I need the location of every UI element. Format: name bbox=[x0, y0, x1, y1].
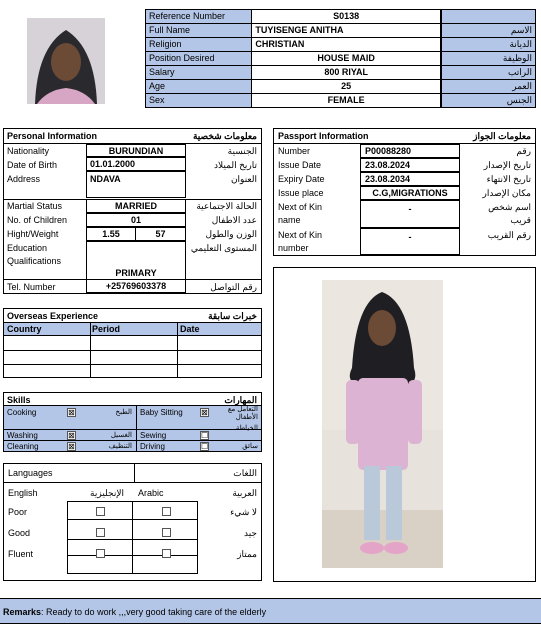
kin-number-value: - bbox=[360, 228, 460, 255]
height-weight-label: Hight/Weight bbox=[7, 229, 59, 239]
skill-sewing-label: Sewing bbox=[140, 431, 167, 440]
address-value: NDAVA bbox=[86, 171, 186, 198]
dob-label-ar: تاريخ الميلاد bbox=[214, 160, 257, 170]
english-poor-checkbox[interactable] bbox=[96, 507, 105, 516]
salary-label-ar: الراتب bbox=[442, 66, 536, 80]
religion-value: CHRISTIAN bbox=[252, 38, 441, 52]
education-value: PRIMARY bbox=[86, 241, 186, 279]
languages-title-ar: اللغات bbox=[233, 468, 257, 478]
sex-label-ar: الجنس bbox=[442, 94, 536, 108]
full-name-label-ar: الاسم bbox=[442, 24, 536, 38]
children-label: No. of Children bbox=[7, 215, 68, 225]
nationality-label: Nationality bbox=[7, 146, 50, 156]
age-label: Age bbox=[146, 80, 252, 94]
reference-label-ar bbox=[442, 10, 536, 24]
kin-number-label-ar: رقم القريب bbox=[487, 230, 531, 240]
passport-number-label: Number bbox=[278, 146, 311, 156]
skill-washing-label: Washing bbox=[7, 431, 38, 440]
skill-baby-sitting-label: Baby Sitting bbox=[140, 408, 183, 417]
height-value: 1.55 bbox=[86, 227, 136, 241]
english-fluent-checkbox[interactable] bbox=[96, 549, 105, 558]
passport-info-title-ar: معلومات الجواز bbox=[473, 131, 531, 141]
skill-driving-label: Driving bbox=[140, 442, 165, 451]
skill-cooking-label-ar: الطبخ bbox=[115, 409, 132, 416]
level-good-label: Good bbox=[8, 528, 31, 538]
passport-info-section bbox=[273, 128, 536, 256]
age-label-ar: العمر bbox=[442, 80, 536, 94]
skill-baby-sitting-checkbox[interactable]: ⊠ bbox=[201, 408, 208, 417]
nationality-value: BURUNDIAN bbox=[86, 144, 186, 157]
personal-info-section bbox=[3, 128, 262, 294]
address-label-ar: العنوان bbox=[230, 174, 257, 184]
nationality-label-ar: الجنسية bbox=[227, 146, 257, 156]
passport-info-title: Passport Information bbox=[278, 131, 369, 141]
tel-label: Tel. Number bbox=[7, 282, 56, 292]
skill-washing-label-ar: الغسيل bbox=[110, 432, 132, 439]
kin-name-label-ar: اسم شخص bbox=[488, 202, 531, 212]
personal-info-title-ar: معلومات شخصية bbox=[192, 131, 257, 141]
skills-title-ar: المهارات bbox=[224, 395, 257, 405]
passport-number-label-ar: رقم bbox=[516, 146, 531, 156]
header-table bbox=[145, 9, 441, 108]
skill-driving-checkbox[interactable]: ☐ bbox=[201, 442, 209, 451]
arabic-good-checkbox[interactable] bbox=[162, 528, 171, 537]
overseas-title: Overseas Experience bbox=[7, 311, 99, 321]
kin-number-label-2: number bbox=[278, 243, 309, 253]
reference-label: Reference Number bbox=[146, 10, 252, 24]
skill-cleaning-checkbox[interactable]: ⊠ bbox=[68, 442, 75, 451]
issue-place-value: C.G,MIGRATIONS bbox=[360, 186, 460, 200]
level-poor-label-ar: لا شيء bbox=[230, 507, 257, 517]
tel-label-ar: رقم التواصل bbox=[210, 282, 257, 292]
remarks-text: : Ready to do work ,,,very good taking care of the elderly bbox=[41, 607, 267, 617]
skill-cleaning-label: Cleaning bbox=[7, 442, 39, 451]
level-good-label-ar: جيد bbox=[243, 528, 257, 538]
overseas-col-date: Date bbox=[180, 324, 200, 334]
reference-value: S0138 bbox=[252, 10, 441, 24]
skill-driving-label-ar: سائق bbox=[242, 443, 258, 450]
marital-label: Martial Status bbox=[7, 201, 63, 211]
expiry-date-label: Expiry Date bbox=[278, 174, 325, 184]
issue-place-label: Issue place bbox=[278, 188, 324, 198]
kin-name-label-ar-2: قريب bbox=[510, 215, 531, 225]
english-good-checkbox[interactable] bbox=[96, 528, 105, 537]
skills-section bbox=[3, 392, 262, 452]
tel-value: +25769603378 bbox=[86, 279, 186, 293]
skill-cooking-checkbox[interactable]: ⊠ bbox=[68, 408, 75, 417]
dob-label: Date of Birth bbox=[7, 160, 58, 170]
passport-number-value: P00088280 bbox=[360, 144, 460, 158]
skills-title: Skills bbox=[7, 395, 31, 405]
full-body-photo-frame bbox=[273, 267, 536, 582]
issue-date-value: 23.08.2024 bbox=[360, 158, 460, 172]
language-english-label-ar: الإنجليزية bbox=[90, 488, 124, 498]
language-arabic-label-ar: العربية bbox=[232, 488, 257, 498]
overseas-title-ar: خبرات سابقة bbox=[208, 311, 257, 321]
kin-number-label: Next of Kin bbox=[278, 230, 323, 240]
age-value: 25 bbox=[252, 80, 441, 94]
full-body-photo bbox=[322, 280, 443, 568]
overseas-col-period: Period bbox=[92, 324, 121, 334]
religion-label-ar: الديانة bbox=[442, 38, 536, 52]
personal-info-title: Personal Information bbox=[7, 131, 98, 141]
marital-value: MARRIED bbox=[86, 199, 186, 213]
skill-cleaning-label-ar: التنظيف bbox=[108, 443, 132, 450]
level-fluent-label-ar: ممتاز bbox=[237, 549, 257, 559]
level-fluent-label: Fluent bbox=[8, 549, 34, 559]
kin-name-label-2: name bbox=[278, 215, 301, 225]
language-english-label: English bbox=[8, 488, 38, 498]
skill-sewing-label-ar: الخياطة bbox=[235, 425, 258, 432]
sex-label: Sex bbox=[146, 94, 252, 108]
full-name-value: TUYISENGE ANITHA bbox=[252, 24, 441, 38]
issue-date-label-ar: تاريخ الإصدار bbox=[483, 160, 531, 170]
salary-value: 800 RIYAL bbox=[252, 66, 441, 80]
remarks-bar bbox=[0, 598, 541, 624]
position-label-ar: الوظيفة bbox=[442, 52, 536, 66]
sex-value: FEMALE bbox=[252, 94, 441, 108]
position-label: Position Desired bbox=[146, 52, 252, 66]
portrait-photo bbox=[27, 18, 105, 104]
qualifications-label: Qualifications bbox=[7, 256, 62, 266]
salary-label: Salary bbox=[146, 66, 252, 80]
arabic-fluent-checkbox[interactable] bbox=[162, 549, 171, 558]
kin-name-value: - bbox=[360, 200, 460, 228]
skill-cooking-label: Cooking bbox=[7, 408, 37, 417]
expiry-date-label-ar: تاريخ الانتهاء bbox=[486, 174, 531, 184]
children-value: 01 bbox=[86, 213, 186, 227]
expiry-date-value: 23.08.2034 bbox=[360, 172, 460, 186]
skill-washing-checkbox[interactable]: ⊠ bbox=[68, 431, 75, 440]
height-weight-label-ar: الوزن والطول bbox=[205, 229, 257, 239]
address-label: Address bbox=[7, 174, 41, 184]
religion-label: Religion bbox=[146, 38, 252, 52]
kin-name-label: Next of Kin bbox=[278, 202, 323, 212]
overseas-col-country: Country bbox=[7, 324, 42, 334]
full-name-label: Full Name bbox=[146, 24, 252, 38]
language-arabic-label: Arabic bbox=[138, 488, 164, 498]
remarks-label: Remarks bbox=[3, 607, 42, 617]
education-label: Education bbox=[7, 243, 48, 253]
issue-place-label-ar: مكان الإصدار bbox=[482, 188, 531, 198]
position-value: HOUSE MAID bbox=[252, 52, 441, 66]
overseas-experience-section bbox=[3, 308, 262, 378]
children-label-ar: عدد الاطفال bbox=[211, 215, 257, 225]
skill-baby-sitting-label-ar-2: الأطفال bbox=[235, 414, 258, 421]
dob-value: 01.01.2000 bbox=[86, 157, 186, 171]
header-arabic-labels bbox=[441, 9, 536, 108]
languages-section bbox=[3, 463, 262, 581]
weight-value: 57 bbox=[135, 227, 186, 241]
skill-baby-sitting-label-ar: التعامل مع bbox=[227, 406, 258, 413]
issue-date-label: Issue Date bbox=[278, 160, 322, 170]
skill-sewing-checkbox[interactable]: ☐ bbox=[201, 431, 209, 440]
education-label-ar: المستوى التعليمي bbox=[190, 243, 257, 253]
arabic-poor-checkbox[interactable] bbox=[162, 507, 171, 516]
languages-title: Languages bbox=[8, 468, 53, 478]
marital-label-ar: الحالة الاجتماعية bbox=[196, 201, 257, 211]
level-poor-label: Poor bbox=[8, 507, 28, 517]
